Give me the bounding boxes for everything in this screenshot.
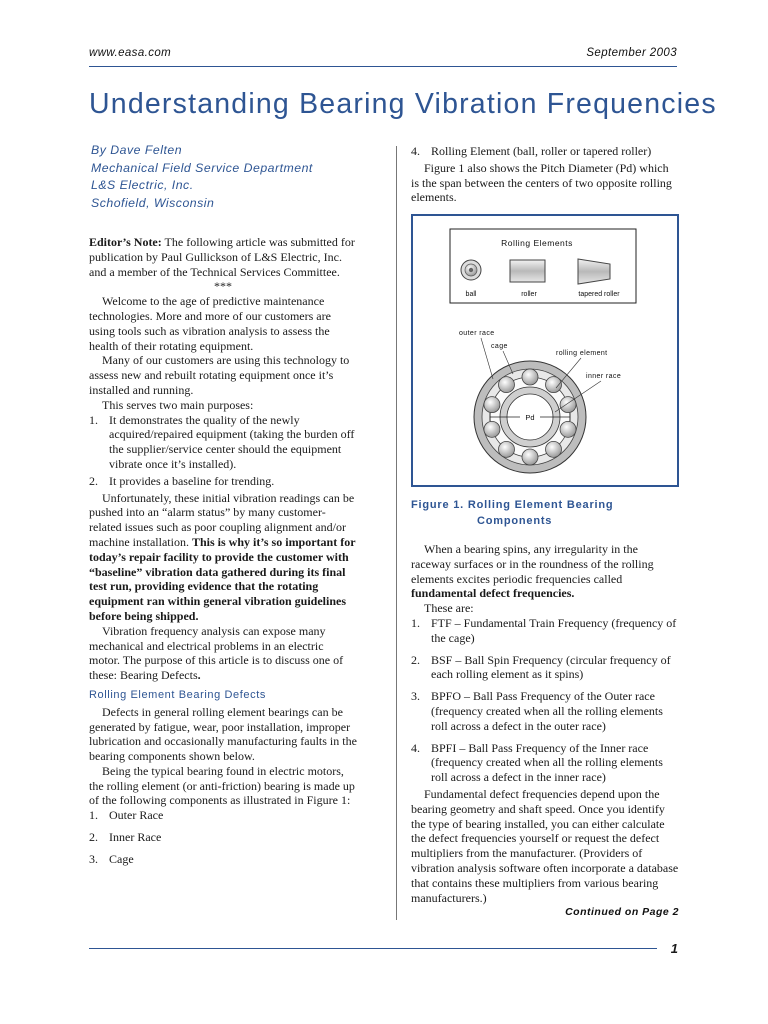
paragraph: Defects in general rolling element bearings can be generated by fatigue, wear, poor installation, improper lubrication and occasionally manufacturing faults in the bearing components shown below.: [89, 704, 357, 764]
editors-note-label: Editor’s Note:: [89, 235, 162, 249]
page-number: 1: [670, 941, 678, 956]
paragraph-emphasis: fundamental defect frequencies.: [411, 586, 575, 601]
list-number: 1.: [89, 808, 98, 823]
bearing-diagram: [413, 216, 677, 485]
paragraph: Fundamental defect frequencies depend upon the bearing geometry and shaft speed. Once you identify the type of bearing installed, you can either calculate the defect frequencies yourself or request the defect multipliers from the manufacturer. (Providers of vibration analysis software often incorporate a database that contains these multipliers from various bearing manufacturers.): [411, 786, 679, 905]
footer-divider: [89, 948, 657, 949]
rolling-element-ball: [560, 421, 576, 437]
list-text: Cage: [109, 851, 134, 866]
editors-note-text: The following article was submitted for publication by Paul Gullickson of L&S Electric, Inc. and a member of the Technical Services Committee.: [89, 235, 355, 279]
rolling-element-ball: [498, 441, 514, 457]
list-item: [89, 830, 357, 845]
list-number: 3.: [411, 689, 420, 704]
list-item: [411, 653, 679, 683]
paragraph: This serves two main purposes:: [102, 397, 254, 412]
continued-link[interactable]: Continued on Page 2: [565, 906, 679, 918]
pitch-diameter-label: Pd: [525, 413, 535, 422]
paragraph: [89, 491, 357, 624]
article-title: Understanding Bearing Vibration Frequencies: [89, 88, 717, 120]
rolling-element-ball: [560, 397, 576, 413]
list-text: It provides a baseline for trending.: [109, 473, 275, 488]
outer-race-label: outer race: [459, 330, 495, 337]
section-heading: Rolling Element Bearing Defects: [89, 688, 266, 701]
list-item: [411, 144, 679, 159]
list-text: Rolling Element (ball, roller or tapered roller): [431, 144, 652, 158]
list-text: BPFI – Ball Pass Frequency of the Inner race (frequency created when all the rolling elements roll across a defect in the inner race): [431, 740, 663, 785]
list-number: 1.: [89, 412, 98, 427]
paragraph: Many of our customers are using this technology to assess new and rebuilt rotating equipment once it’s installed and running.: [89, 353, 350, 397]
list-text: It demonstrates the quality of the newly acquired/repaired equipment (taking the burden off the supplier/service center should the equipment vibrate once it’s installed).: [109, 412, 355, 471]
figure-caption-line2: Components: [477, 515, 553, 527]
rolling-element-ball: [522, 369, 538, 385]
column-divider: [396, 146, 397, 920]
figure-caption: [411, 497, 679, 529]
list-item: [411, 616, 679, 646]
figure-caption-line1: Figure 1. Rolling Element Bearing: [411, 499, 614, 511]
list-number: 3.: [89, 851, 98, 866]
rolling-elements-title: Rolling Elements: [501, 238, 573, 248]
ball-label: ball: [465, 291, 477, 298]
paragraph: These are:: [424, 601, 474, 616]
byline-author: By Dave Felten: [91, 143, 183, 157]
paragraph: Being the typical bearing found in electric motors, the rolling element (or anti-friction) bearing is made up of the following components as illustrated in Figure 1:: [89, 763, 355, 808]
paragraph: [89, 624, 357, 683]
rolling-element-label: rolling element: [556, 350, 608, 357]
section-separator: ***: [214, 279, 232, 294]
tapered-roller-label: tapered roller: [578, 291, 620, 298]
list-text: Inner Race: [109, 830, 162, 845]
byline: [91, 142, 313, 212]
paragraph-text: Vibration frequency analysis can expose many mechanical and electrical problems in an electric motor. The purpose of this article is to discuss one of these: Bearing Defects: [89, 623, 344, 683]
left-column: [89, 235, 357, 869]
list-text: BPFO – Ball Pass Frequency of the Outer race (frequency created when all the rolling elements roll across a defect in the outer race): [431, 689, 663, 733]
list-item: [89, 852, 357, 867]
rolling-element-ball: [546, 441, 562, 457]
figure-1: [411, 214, 679, 487]
paragraph: Figure 1 also shows the Pitch Diameter (Pd) which is the span between the centers of two opposite rolling elements.: [411, 160, 672, 205]
list-number: 2.: [411, 652, 420, 667]
list-item: [89, 808, 357, 823]
list-text: FTF – Fundamental Train Frequency (frequency of the cage): [431, 615, 677, 645]
list-item: [89, 474, 357, 489]
byline-company: L&S Electric, Inc.: [91, 178, 194, 192]
list-number: 2.: [89, 830, 98, 845]
tapered-roller-icon: [578, 259, 610, 284]
cage-label: cage: [491, 343, 508, 350]
rolling-element-ball: [484, 421, 500, 437]
right-column: [411, 542, 679, 905]
list-item: [411, 741, 679, 785]
list-number: 4.: [411, 740, 420, 755]
roller-icon: [510, 260, 545, 282]
list-number: 4.: [411, 144, 420, 158]
rolling-element-ball: [498, 377, 514, 393]
byline-department: Mechanical Field Service Department: [91, 160, 313, 175]
paragraph: [411, 542, 679, 601]
byline-location: Schofield, Wisconsin: [91, 195, 215, 210]
header-divider: [89, 66, 677, 67]
right-column-top: [411, 144, 679, 205]
paragraph-emphasis: .: [197, 668, 201, 683]
paragraph: Welcome to the age of predictive maintenance technologies. More and more of our customers are using tools such as vibration analysis to assess the health of their rotating equipment.: [89, 294, 331, 353]
rolling-element-ball: [522, 449, 538, 465]
paragraph-text: Unfortunately, these initial vibration readings can be pushed into an “alarm status” by many customer-related issues such as poor coupling alignment and/or machine installation.: [89, 490, 355, 549]
paragraph-text: When a bearing spins, any irregularity in the raceway surfaces or in the roundness of the rolling elements excites periodic frequencies called: [411, 542, 654, 586]
list-number: 2.: [89, 473, 98, 488]
site-url: www.easa.com: [89, 47, 172, 59]
rolling-element-ball: [484, 397, 500, 413]
list-item: [411, 689, 679, 733]
roller-label: roller: [521, 291, 537, 298]
list-item: [89, 413, 357, 472]
list-text: BSF – Ball Spin Frequency (circular frequency of each rolling element as it spins): [431, 652, 671, 682]
issue-date: September 2003: [586, 47, 677, 59]
bearing-cross-section: [474, 361, 586, 473]
list-number: 1.: [411, 615, 420, 630]
paragraph-emphasis: This is why it’s so important for today’s repair facility to provide the customer with “baseline” vibration data gathered during its final test run, providing evidence that the rotating equipment ran within general vibration guidelines before being shipped.: [89, 534, 356, 623]
list-text: Outer Race: [109, 808, 164, 823]
inner-race-label: inner race: [586, 373, 622, 380]
editors-note: [89, 235, 357, 279]
ball-icon: [461, 260, 481, 280]
